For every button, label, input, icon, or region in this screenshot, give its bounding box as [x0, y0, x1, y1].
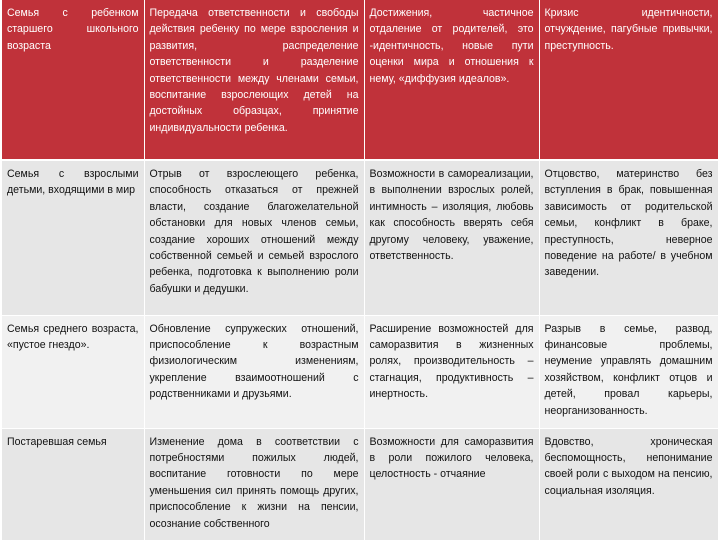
stage-cell: Семья с взрослыми детьми, входящими в мир	[2, 160, 144, 315]
stage-cell: Семья с ребенком старшего школьного возраста	[2, 0, 144, 160]
family-stages-table	[2, 0, 719, 540]
tasks-cell: Отрыв от взрослеющего ребенка, способность отказаться от прежней власти, создание благожелательной обстановки для новых членов семьи, создание хороших отношений между собственной семьей и семьей взрослого ребенка, подготовка к выполнению роли бабушки и дедушки.	[144, 160, 364, 315]
table-row	[2, 0, 718, 160]
stage-cell: Постаревшая семья	[2, 428, 144, 540]
achievements-cell: Возможности в самореализации, в выполнении взрослых ролей, интимность – изоляция, любовь как способность вверять себя другому человеку, уважение, ответственность.	[364, 160, 539, 315]
tasks-cell: Изменение дома в соответствии с потребностями пожилых людей, воспитание готовности по мере уменьшения сил принять помощь других, приспособление к жизни на пенсии, осознание собственного	[144, 428, 364, 540]
tasks-cell: Передача ответственности и свободы действия ребенку по мере взросления и развития, распределение ответственности и разделение ответственности между членами семьи, воспитание взрослеющих детей на достойных образцах, принятие индивидуальности ребенка.	[144, 0, 364, 160]
crisis-cell: Отцовство, материнство без вступления в брак, повышенная зависимость от родительской семьи, конфликт в браке, преступность, неверное поведение на работе/ в учебном заведении.	[539, 160, 718, 315]
achievements-cell: Расширение возможностей для саморазвития в жизненных ролях, производительность – стагнация, продуктивность – инертность.	[364, 315, 539, 428]
achievements-cell: Достижения, частичное отдаление от родителей, это -идентичность, новые пути оценки мира и отношения к нему, «диффузия идеалов».	[364, 0, 539, 160]
stage-cell: Семья среднего возраста, «пустое гнездо».	[2, 315, 144, 428]
crisis-cell: Вдовство, хроническая беспомощность, непонимание своей роли с выходом на пенсию, социальная изоляция.	[539, 428, 718, 540]
crisis-cell: Разрыв в семье, развод, финансовые проблемы, неумение управлять домашним хозяйством, конфликт отцов и детей, провал карьеры, неорганизованность.	[539, 315, 718, 428]
crisis-cell: Кризис идентичности, отчуждение, пагубные привычки, преступность.	[539, 0, 718, 160]
achievements-cell: Возможности для саморазвития в роли пожилого человека, целостность - отчаяние	[364, 428, 539, 540]
tasks-cell: Обновление супружеских отношений, приспособление к возрастным физиологическим изменениям, укрепление взаимоотношений с родственниками и друзьями.	[144, 315, 364, 428]
table-row	[2, 315, 718, 428]
table-row	[2, 428, 718, 540]
table-row	[2, 160, 718, 315]
